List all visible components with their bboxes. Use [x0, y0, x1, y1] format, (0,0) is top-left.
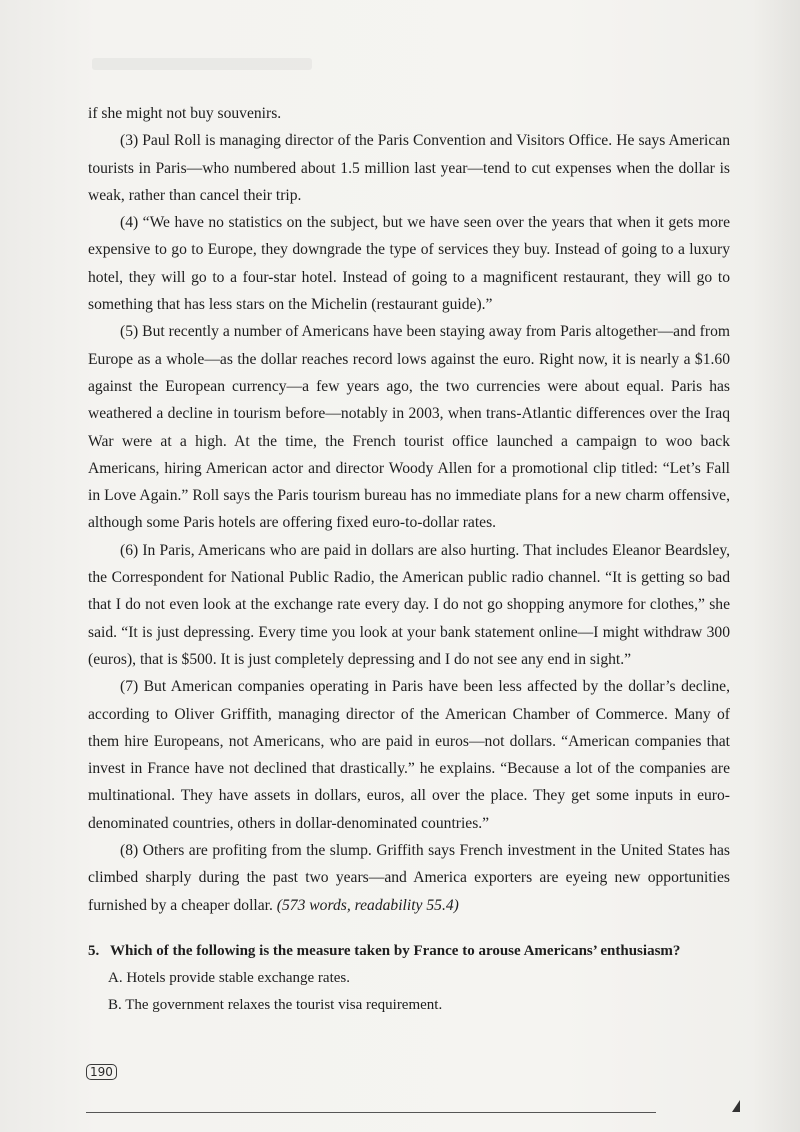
- paragraph-3: (3) Paul Roll is managing director of the Paris Convention and Visitors Office. He says American tourists in Paris—who numbered about 1.5 million last year—tend to cut expenses when the dollar is weak, rather than cancel their trip.: [88, 132, 730, 204]
- corner-mark: [732, 1100, 740, 1112]
- option-b: B. The government relaxes the tourist visa requirement.: [108, 997, 443, 1013]
- word-count-note: (573 words, readability 55.4): [276, 896, 459, 914]
- question-stem: [88, 938, 738, 965]
- question-block: [88, 938, 738, 1019]
- question-text: Which of the following is the measure taken by France to arouse Americans’ enthusiasm?: [110, 943, 681, 959]
- paragraph-5: (5) But recently a number of Americans have been staying away from Paris altogether—and from Europe as a whole—as the dollar reaches record lows against the euro. Right now, it is nearly a $1.60 against the European currency—a few years ago, the two currencies were about equal. Paris has weathered a decline in tourism before—notably in 2003, when trans-Atlantic differences over the Iraq War were at a high. At the time, the French tourist office launched a campaign to woo back Americans, hiring American actor and director Woody Allen for a promotional clip titled: “Let’s Fall in Love Again.” Roll says the Paris tourism bureau has no immediate plans for a new charm offensive, although some Paris hotels are offering fixed euro-to-dollar rates.: [88, 323, 730, 532]
- article-body: [88, 100, 730, 919]
- page-edge-shadow: [752, 0, 800, 1132]
- option-a: A. Hotels provide stable exchange rates.: [108, 970, 350, 986]
- question-number: 5.: [88, 943, 100, 959]
- paragraph-4: (4) “We have no statistics on the subject, but we have seen over the years that when it gets more expensive to go to Europe, they downgrade the type of services they buy. Instead of going to a luxury hotel, they will go to a four-star hotel. Instead of going to a magnificent restaurant, they will go to something that has less stars on the Michelin (restaurant guide).”: [88, 214, 730, 314]
- bleed-through-header: [92, 58, 312, 70]
- bottom-rule: [86, 1112, 656, 1113]
- page-number: 190: [86, 1064, 117, 1080]
- paragraph-continuation: if she might not buy souvenirs.: [88, 105, 282, 122]
- paragraph-7: (7) But American companies operating in Paris have been less affected by the dollar’s decline, according to Oliver Griffith, managing director of the American Chamber of Commerce. Many of them hire Europeans, not Americans, who are paid in euros—not dollars. “American companies that invest in France have not declined that drastically.” he explains. “Because a lot of the companies are multinational. They have assets in dollars, euros, all over the place. They get some inputs in euro-denominated countries, others in dollar-denominated countries.”: [88, 678, 730, 832]
- paragraph-8-text: (8) Others are profiting from the slump. Griffith says French investment in the United States has climbed sharply during the past two years—and America exporters are eyeing new opportunities furnished by a cheaper dollar.: [88, 842, 730, 914]
- paragraph-6: (6) In Paris, Americans who are paid in dollars are also hurting. That includes Eleanor Beardsley, the Correspondent for National Public Radio, the American public radio channel. “It is getting so bad that I do not even look at the exchange rate every day. I do not go shopping anymore for clothes,” she said. “It is just depressing. Every time you look at your bank statement online—I might withdraw 300 (euros), that is $500. It is just completely depressing and I do not see any end in sight.”: [88, 541, 730, 668]
- paragraph-8: [88, 837, 730, 919]
